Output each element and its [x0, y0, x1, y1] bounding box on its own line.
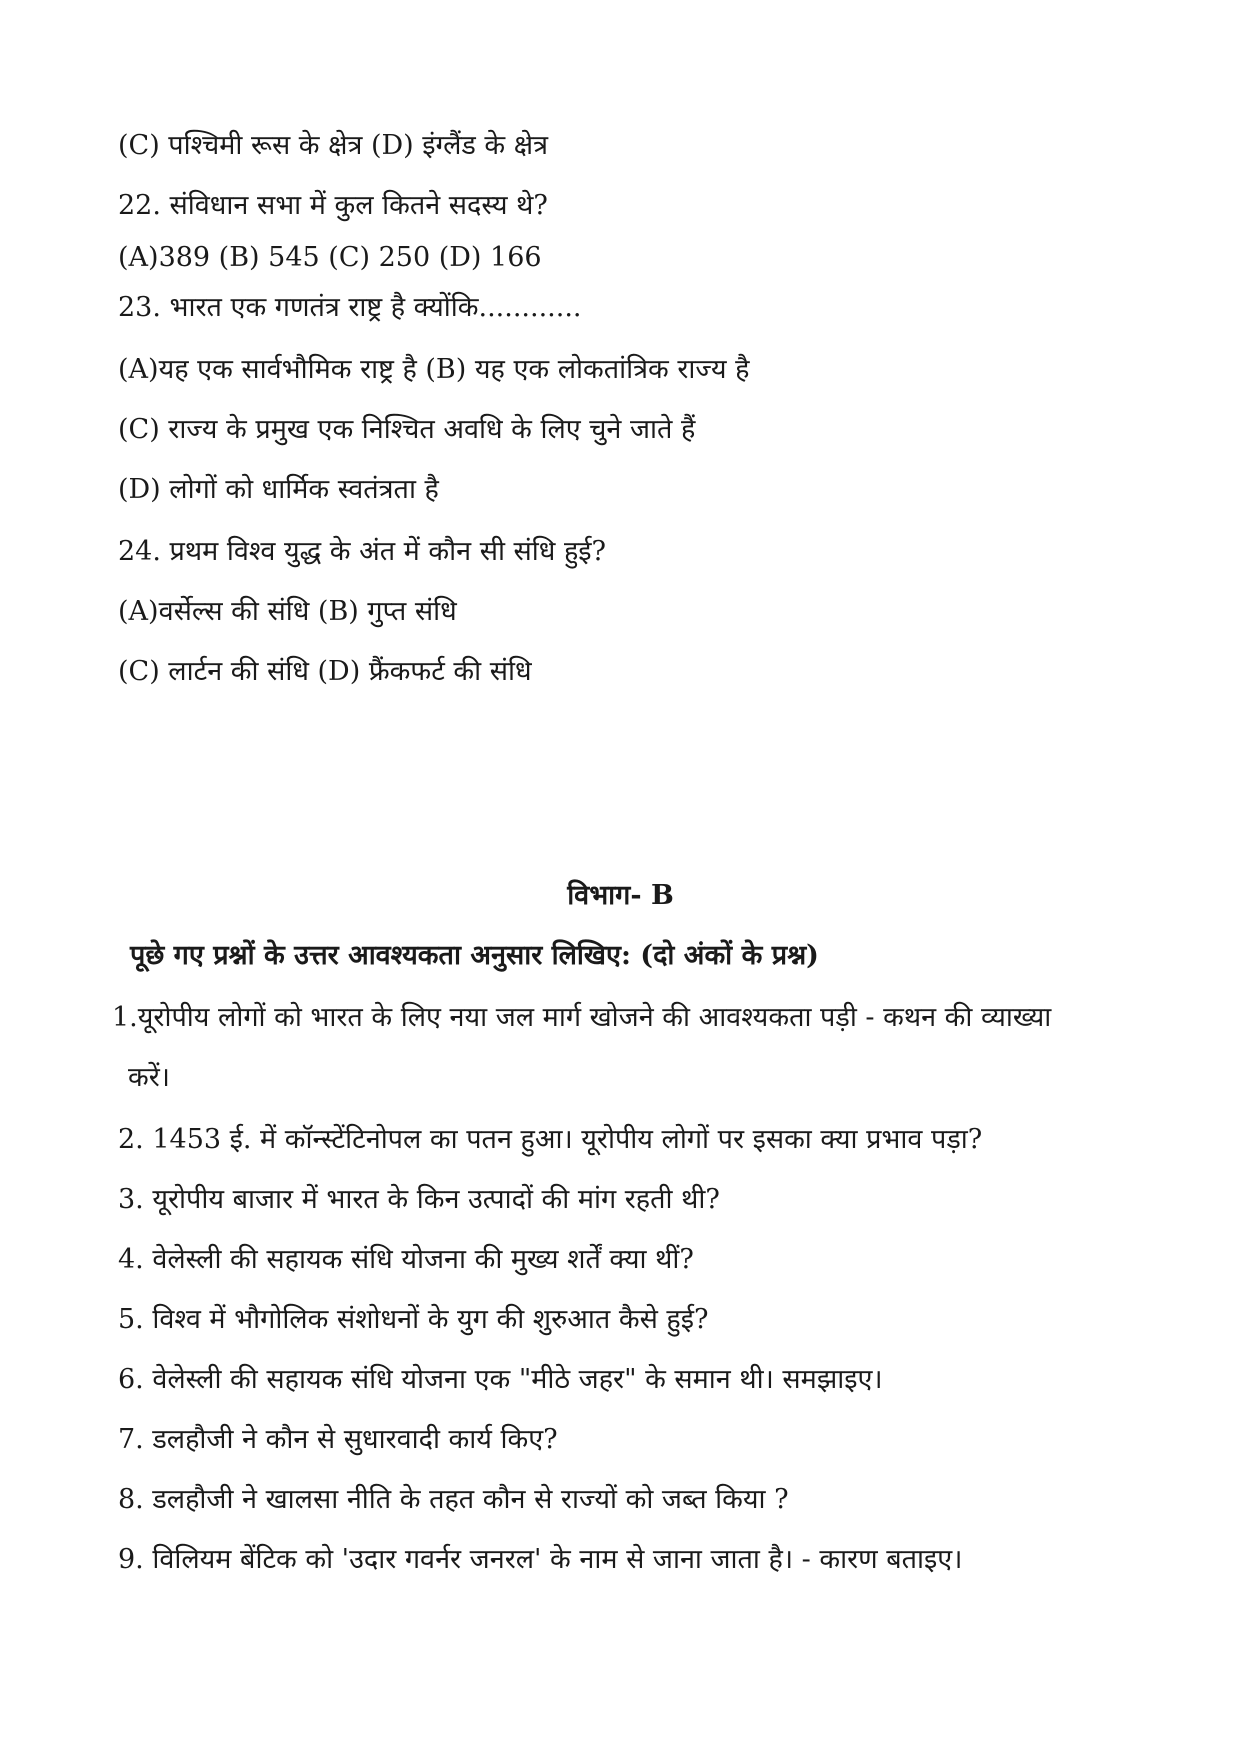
q24-options-cd: (C) लार्टन की संधि (D) फ्रैंकफर्ट की संधि: [118, 656, 532, 687]
b-q2: 2. 1453 ई. में कॉन्स्टेंटिनोपल का पतन हुआ। यूरोपीय लोगों पर इसका क्या प्रभाव पड़ा?: [118, 1124, 983, 1155]
b-q9: 9. विलियम बेंटिक को 'उदार गवर्नर जनरल' के नाम से जाना जाता है। - कारण बताइए।: [118, 1544, 963, 1575]
q23-option-d: (D) लोगों को धार्मिक स्वतंत्रता है: [118, 474, 439, 505]
b-q5: 5. विश्व में भौगोलिक संशोधनों के युग की शुरुआत कैसे हुई?: [118, 1304, 709, 1335]
b-q1-line1: 1.यूरोपीय लोगों को भारत के लिए नया जल मार्ग खोजने की आवश्यकता पड़ी - कथन की व्याख्या: [112, 1002, 1052, 1033]
q23-option-c: (C) राज्य के प्रमुख एक निश्चित अवधि के लिए चुने जाते हैं: [118, 414, 696, 445]
q23-question: 23. भारत एक गणतंत्र राष्ट्र है क्योंकि............: [118, 292, 582, 323]
b-q3: 3. यूरोपीय बाजार में भारत के किन उत्पादों की मांग रहती थी?: [118, 1184, 720, 1215]
q23-options-ab: (A)यह एक सार्वभौमिक राष्ट्र है (B) यह एक लोकतांत्रिक राज्य है: [118, 354, 750, 385]
q22-question: 22. संविधान सभा में कुल कितने सदस्य थे?: [118, 190, 548, 221]
section-b-instruction: पूछे गए प्रश्नों के उत्तर आवश्यकता अनुसार लिखिए: (दो अंकों के प्रश्न): [130, 940, 819, 971]
q24-question: 24. प्रथम विश्व युद्ध के अंत में कौन सी संधि हुई?: [118, 536, 607, 567]
section-b-heading: विभाग- B: [567, 880, 674, 911]
q21-options-cd: (C) पश्चिमी रूस के क्षेत्र (D) इंग्लैंड के क्षेत्र: [118, 130, 549, 161]
b-q4: 4. वेलेस्ली की सहायक संधि योजना की मुख्य शर्तें क्या थीं?: [118, 1244, 694, 1275]
b-q7: 7. डलहौजी ने कौन से सुधारवादी कार्य किए?: [118, 1424, 558, 1455]
b-q1-line2: करें।: [128, 1062, 171, 1093]
b-q8: 8. डलहौजी ने खालसा नीति के तहत कौन से राज्यों को जब्त किया ?: [118, 1484, 789, 1515]
q24-options-ab: (A)वर्सेल्स की संधि (B) गुप्त संधि: [118, 596, 457, 627]
b-q6: 6. वेलेस्ली की सहायक संधि योजना एक "मीठे जहर" के समान थी। समझाइए।: [118, 1364, 883, 1395]
q22-options: (A)389 (B) 545 (C) 250 (D) 166: [118, 242, 542, 273]
